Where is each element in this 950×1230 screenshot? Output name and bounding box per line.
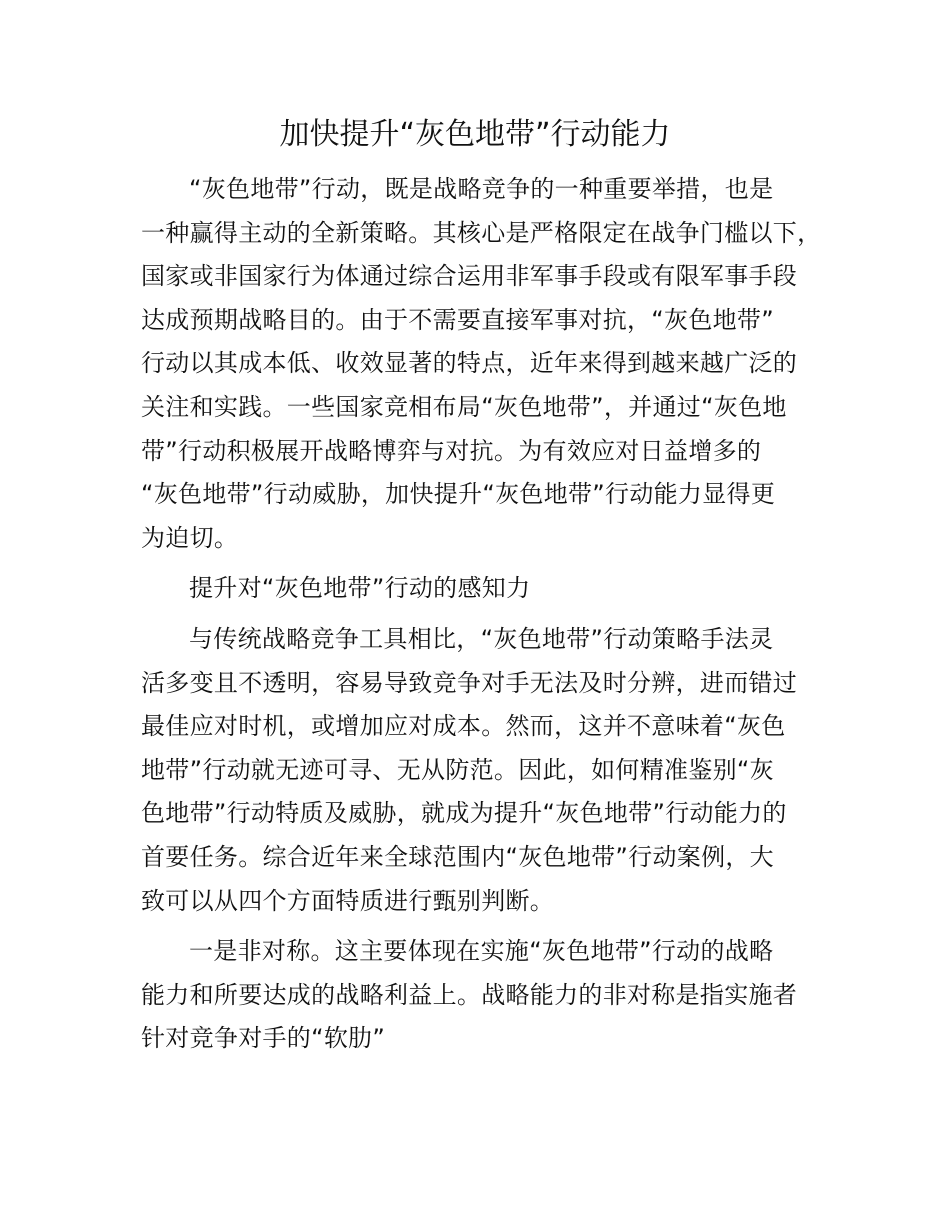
paragraph — [141, 930, 821, 1061]
text-line: 能力和所要达成的战略利益上。战略能力的非对称是指实施者 — [141, 980, 798, 1009]
text-line: 最佳应对时机，或增加应对成本。然而，这并不意味着“灰色 — [141, 712, 786, 741]
text-line: “灰色地带”行动威胁，加快提升“灰色地带”行动能力显得更 — [141, 480, 776, 509]
document-body — [141, 168, 821, 1068]
text-line: “灰色地带”行动，既是战略竞争的一种重要举措，也是 — [189, 175, 774, 203]
section-heading — [141, 567, 821, 611]
text-line: 针对竞争对手的“软肋” — [141, 1024, 386, 1053]
text-line: 为迫切。 — [141, 523, 239, 552]
text-line: 地带”行动就无迹可寻、无从防范。因此，如何精准鉴别“灰 — [141, 755, 774, 784]
paragraph — [141, 168, 821, 560]
text-line: 与传统战略竞争工具相比，“灰色地带”行动策略手法灵 — [189, 624, 774, 653]
text-line: 首要任务。综合近年来全球范围内“灰色地带”行动案例，大 — [141, 842, 774, 871]
paragraph — [141, 618, 821, 923]
text-line: 活多变且不透明，容易导致竞争对手无法及时分辨，进而错过 — [141, 668, 798, 697]
text-line: 致可以从四个方面特质进行甄别判断。 — [141, 886, 555, 915]
document-title: 加快提升“灰色地带”行动能力 — [279, 117, 671, 152]
text-line: 一是非对称。这主要体现在实施“灰色地带”行动的战略 — [189, 937, 774, 966]
text-line: 达成预期战略目的。由于不需要直接军事对抗，“灰色地带” — [141, 305, 774, 334]
text-line: 带”行动积极展开战略博弈与对抗。为有效应对日益增多的 — [141, 436, 762, 465]
text-line: 提升对“灰色地带”行动的感知力 — [189, 574, 531, 603]
text-line: 一种赢得主动的全新策略。其核心是严格限定在战争门槛以下， — [141, 218, 822, 247]
text-line: 行动以其成本低、收效显著的特点，近年来得到越来越广泛的 — [141, 349, 798, 378]
text-line: 国家或非国家行为体通过综合运用非军事手段或有限军事手段 — [141, 262, 798, 291]
text-line: 关注和实践。一些国家竞相布局“灰色地带”，并通过“灰色地 — [141, 392, 787, 421]
text-line: 色地带”行动特质及威胁，就成为提升“灰色地带”行动能力的 — [141, 799, 787, 828]
